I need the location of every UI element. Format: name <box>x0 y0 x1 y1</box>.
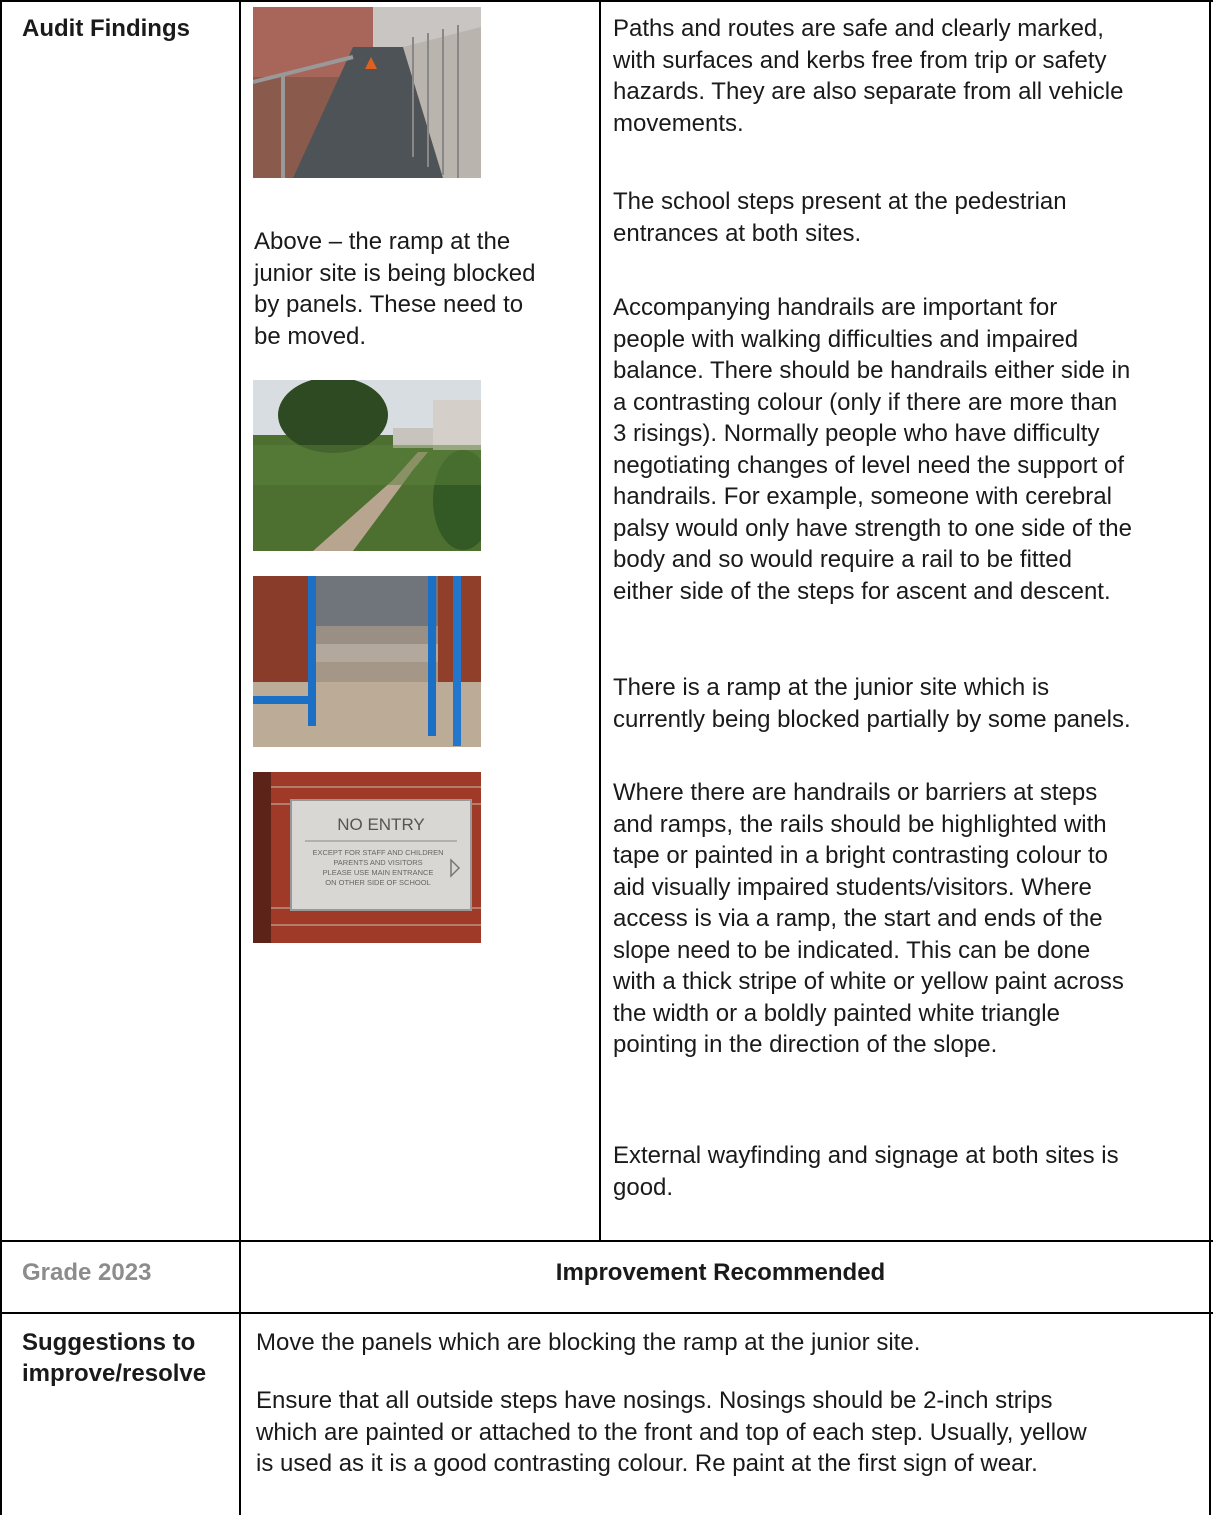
column-divider-findings <box>599 0 601 1242</box>
findings-line: aid visually impaired students/visitors. Where <box>613 873 1092 901</box>
findings-line: The school steps present at the pedestrian <box>613 188 1067 215</box>
steps-photo <box>253 576 481 747</box>
findings-line: palsy would only have strength to one side of the <box>613 514 1132 542</box>
findings-line: negotiating changes of level need the support of <box>613 451 1125 479</box>
sign-line: EXCEPT FOR STAFF AND CHILDREN <box>312 848 444 857</box>
findings-line: people with walking difficulties and impaired <box>613 325 1079 353</box>
findings-line: and ramps, the rails should be highlighted with <box>613 810 1107 838</box>
findings-line: entrances at both sites. <box>613 219 862 247</box>
findings-line: good. <box>613 1173 674 1201</box>
findings-line: There is a ramp at the junior site which is <box>613 674 1050 701</box>
caption-line: be moved. <box>254 322 367 350</box>
table-border-top <box>0 0 1213 2</box>
sign-line: ON OTHER SIDE OF SCHOOL <box>325 878 431 887</box>
findings-line: Paths and routes are safe and clearly marked, <box>613 15 1104 42</box>
suggestion-paragraph <box>256 1385 1087 1480</box>
suggestion-line: is used as it is a good contrasting colour. Re paint at the first sign of wear. <box>256 1450 1038 1477</box>
table-border-right <box>1209 0 1211 1515</box>
grade-label: Grade 2023 <box>22 1259 152 1286</box>
no-entry-sign-photo <box>253 772 481 943</box>
findings-line: currently being blocked partially by some panels. <box>613 705 1131 733</box>
suggestions-label-line: improve/resolve <box>22 1360 207 1387</box>
findings-line: tape or painted in a bright contrasting colour to <box>613 842 1108 869</box>
suggestion-line: Move the panels which are blocking the ramp at the junior site. <box>256 1329 921 1356</box>
table-border-left <box>0 0 2 1515</box>
findings-line: a contrasting colour (only if there are more than <box>613 388 1118 416</box>
findings-line: with a thick stripe of white or yellow paint across <box>613 968 1124 995</box>
findings-paragraph <box>613 1140 1119 1203</box>
findings-paragraph <box>613 672 1131 735</box>
caption-line: Above – the ramp at the <box>254 228 511 255</box>
findings-paragraph <box>613 186 1067 249</box>
findings-line: handrails. For example, someone with cerebral <box>613 483 1112 510</box>
caption-line: by panels. These need to <box>254 291 524 318</box>
sign-line: PARENTS AND VISITORS <box>333 858 423 867</box>
findings-line: Accompanying handrails are important for <box>613 294 1058 321</box>
findings-line: pointing in the direction of the slope. <box>613 1031 998 1058</box>
path-photo <box>253 380 481 551</box>
findings-line: External wayfinding and signage at both sites is <box>613 1142 1119 1169</box>
findings-line: balance. There should be handrails either side in <box>613 357 1131 384</box>
findings-line: with surfaces and kerbs free from trip or safety <box>613 46 1107 74</box>
suggestion-line: which are painted or attached to the front and top of each step. Usually, yellow <box>256 1418 1087 1446</box>
row-divider-suggestions <box>0 1312 1213 1314</box>
grade-value: Improvement Recommended <box>555 1259 886 1286</box>
findings-line: hazards. They are also separate from all vehicle <box>613 78 1124 105</box>
findings-line: 3 risings). Normally people who have difficulty <box>613 420 1100 447</box>
audit-findings-label: Audit Findings <box>22 15 190 42</box>
findings-line: access is via a ramp, the start and ends of the <box>613 905 1103 932</box>
row-divider-grade <box>0 1240 1213 1242</box>
findings-paragraph <box>613 13 1123 139</box>
findings-line: the width or a boldly painted white triangle <box>613 999 1060 1027</box>
findings-line: movements. <box>613 109 744 137</box>
findings-line: Where there are handrails or barriers at steps <box>613 779 1098 806</box>
column-divider-label <box>239 0 241 1515</box>
suggestions-label <box>22 1327 206 1389</box>
suggestion-paragraph <box>256 1327 920 1359</box>
caption-line: junior site is being blocked <box>254 259 536 287</box>
ramp-caption <box>254 226 536 352</box>
findings-line: slope need to be indicated. This can be done <box>613 936 1091 964</box>
findings-line: body and so would require a rail to be fitted <box>613 546 1072 573</box>
sign-line: PLEASE USE MAIN ENTRANCE <box>322 868 434 877</box>
findings-paragraph <box>613 292 1132 607</box>
suggestion-line: Ensure that all outside steps have nosings. Nosings should be 2-inch strips <box>256 1387 1053 1414</box>
sign-title: NO ENTRY <box>337 815 425 834</box>
suggestions-label-line: Suggestions to <box>22 1329 196 1356</box>
findings-line: either side of the steps for ascent and descent. <box>613 577 1111 605</box>
findings-paragraph <box>613 777 1124 1061</box>
ramp-photo <box>253 7 481 178</box>
